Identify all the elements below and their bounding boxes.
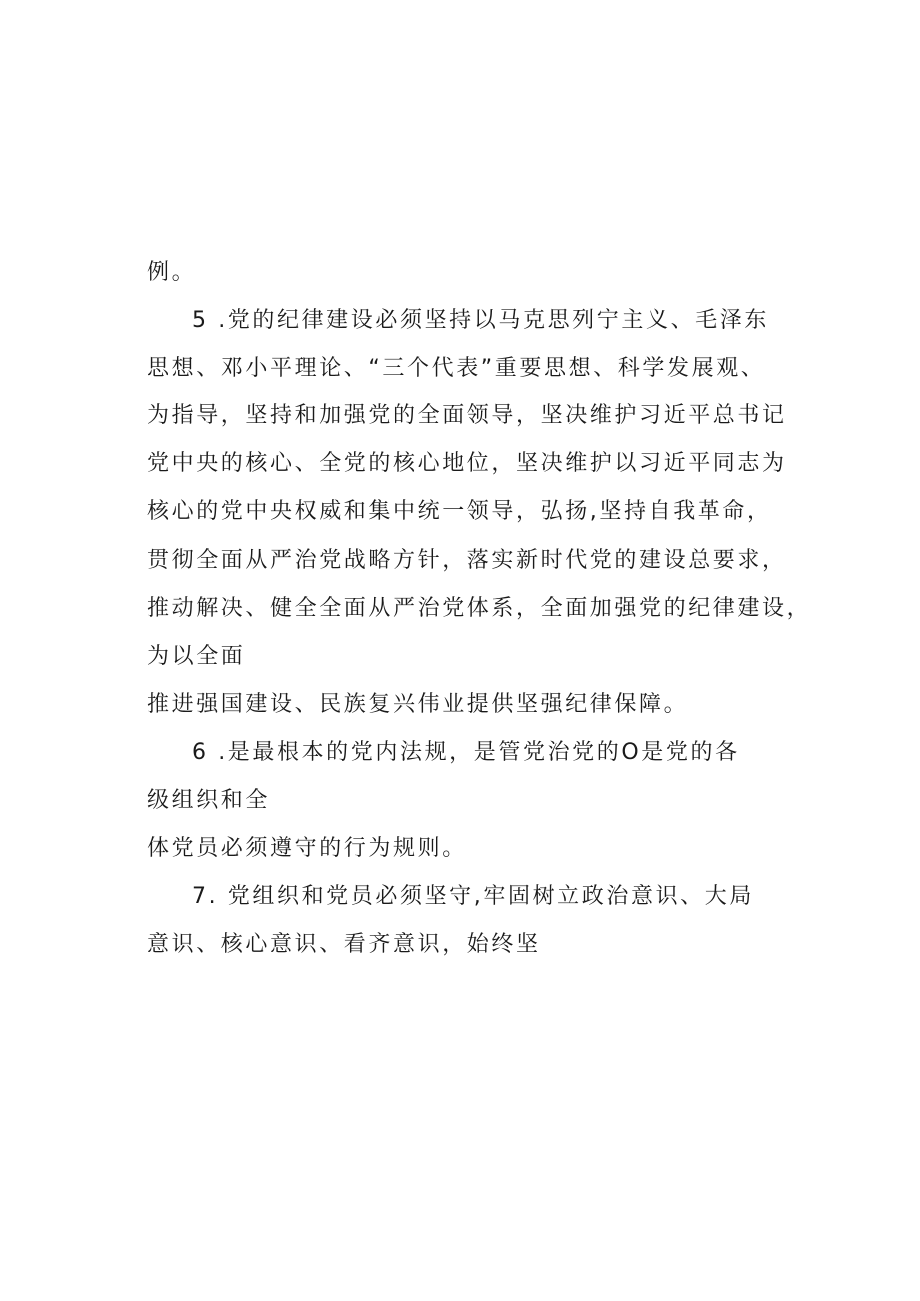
text-line: 为指导，坚持和加强党的全面领导，坚决维护习近平总书记: [147, 403, 787, 428]
text-line: 级组织和全: [147, 788, 271, 813]
text-line: 推进强国建设、民族复兴伟业提供坚强纪律保障。: [147, 692, 689, 717]
text-line: 思想、邓小平理论、“三个代表”重要思想、科学发展观、: [147, 356, 766, 381]
paragraph-6-start: 6 .是最根本的党内法规，是管党治党的O是党的各: [192, 740, 740, 765]
text-line: 推动解决、健全全面从严治党体系，全面加强党的纪律建设，: [147, 596, 812, 621]
text-line: 核心的党中央权威和集中统一领导，弘扬,坚持自我革命，: [147, 499, 772, 524]
text-line: 意识、核心意识、看齐意识，始终坚: [147, 932, 541, 957]
paragraph-7-start: 7. 党组织和党员必须坚守,牢固树立政治意识、大局: [192, 884, 754, 909]
text-line: 贯彻全面从严治党战略方针，落实新时代党的建设总要求，: [147, 548, 787, 573]
paragraph-5-start: 5 .党的纪律建设必须坚持以马克思列宁主义、毛泽东: [192, 308, 769, 333]
text-line: 为以全面: [147, 644, 246, 669]
text-line: 例。: [147, 260, 197, 285]
text-line: 体党员必须遵守的行为规则。: [147, 836, 467, 861]
text-line: 党中央的核心、全党的核心地位，坚决维护以习近平同志为: [147, 451, 787, 476]
